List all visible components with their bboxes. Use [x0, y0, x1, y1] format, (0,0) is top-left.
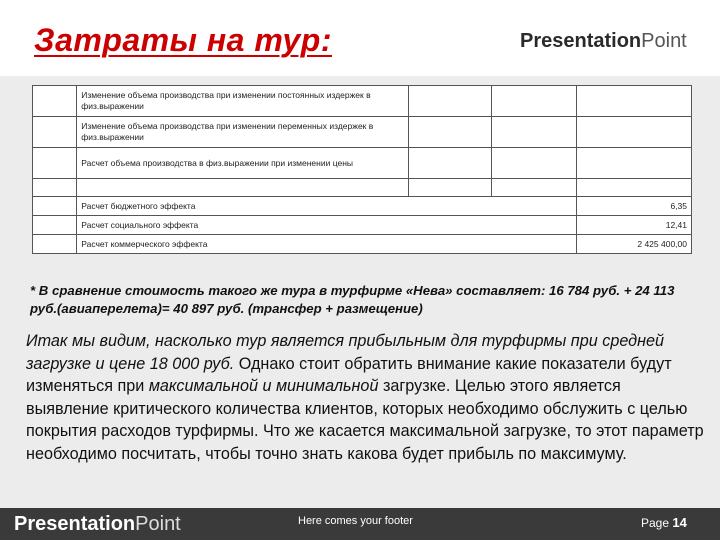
- table-cell: [33, 148, 77, 179]
- slide-title: Затраты на тур:: [34, 22, 332, 58]
- row-value: 6,35: [577, 197, 692, 216]
- table-cell: [408, 179, 491, 197]
- footer-logo: [14, 513, 181, 536]
- slide-footer: [0, 508, 720, 540]
- footer-logo-bold: Presentation: [14, 513, 136, 535]
- row-label: Расчет социального эффекта: [77, 216, 577, 235]
- row-label: Изменение объема производства при изменении переменных издержек в физ.выражении: [77, 117, 409, 148]
- slide-header: [0, 0, 720, 76]
- row-label: Изменение объема производства при изменении постоянных издержек в физ.выражении: [77, 86, 409, 117]
- table-row: [33, 148, 692, 179]
- row-value: [577, 179, 692, 197]
- presentation-point-logo: [520, 30, 687, 53]
- table-row: [33, 117, 692, 148]
- row-value: [577, 117, 692, 148]
- body-text-1: Однако стоит обратить внимание какие показатели будут изменяться при: [26, 354, 672, 395]
- table-cell: [408, 86, 491, 117]
- table-cell: [491, 117, 576, 148]
- table-cell: [33, 86, 77, 117]
- table-cell: [491, 86, 576, 117]
- table-cell: [33, 197, 77, 216]
- table-cell: [491, 179, 576, 197]
- body-italic-2: максимальной и минимальной: [148, 377, 379, 395]
- cost-table: [32, 85, 692, 254]
- table-row: [33, 86, 692, 117]
- page-number: [641, 515, 687, 530]
- logo-light-text: Point: [641, 30, 687, 52]
- row-label: Расчет коммерческого эффекта: [77, 235, 577, 254]
- table-cell: [408, 117, 491, 148]
- page-number-value: 14: [672, 515, 687, 530]
- body-italic-1: Итак мы видим, насколько тур является прибыльным для турфирмы при средней загрузке и цене 18 000 руб.: [26, 332, 664, 373]
- table-row: [33, 179, 692, 197]
- row-value: [577, 86, 692, 117]
- body-text-2: загрузке. Целью этого является выявление критического количества клиентов, которых необходимо обслужить с целью покрытия расходов турфирмы. Что же касается максимальной загрузке, то этот параметр необходимо посчитать, чтобы точно знать какова будет прибыль по максимуму.: [26, 377, 704, 463]
- row-value: 12,41: [577, 216, 692, 235]
- footer-text: Here comes your footer: [298, 515, 413, 527]
- row-value: 2 425 400,00: [577, 235, 692, 254]
- page-label: Page: [641, 516, 670, 530]
- table-row: [33, 235, 692, 254]
- logo-bold-text: Presentation: [520, 30, 642, 52]
- row-value: [577, 148, 692, 179]
- table-cell: [491, 148, 576, 179]
- table-cell: [33, 117, 77, 148]
- table-row: [33, 197, 692, 216]
- row-label: Расчет бюджетного эффекта: [77, 197, 577, 216]
- table-row: [33, 216, 692, 235]
- row-label: Расчет объема производства в физ.выражении при изменении цены: [77, 148, 409, 179]
- table-cell: [33, 179, 77, 197]
- price-comparison-note: * В сравнение стоимость такого же тура в турфирме «Нева» составляет: 16 784 руб. + 24 113 руб.(авиаперелета)= 40 897 руб. (трансфер + размещение): [30, 283, 675, 316]
- table-cell: [33, 235, 77, 254]
- conclusion-paragraph: [26, 330, 706, 465]
- table-cell: [33, 216, 77, 235]
- footer-logo-light: Point: [135, 513, 181, 535]
- table-cell: [408, 148, 491, 179]
- row-label: [77, 179, 409, 197]
